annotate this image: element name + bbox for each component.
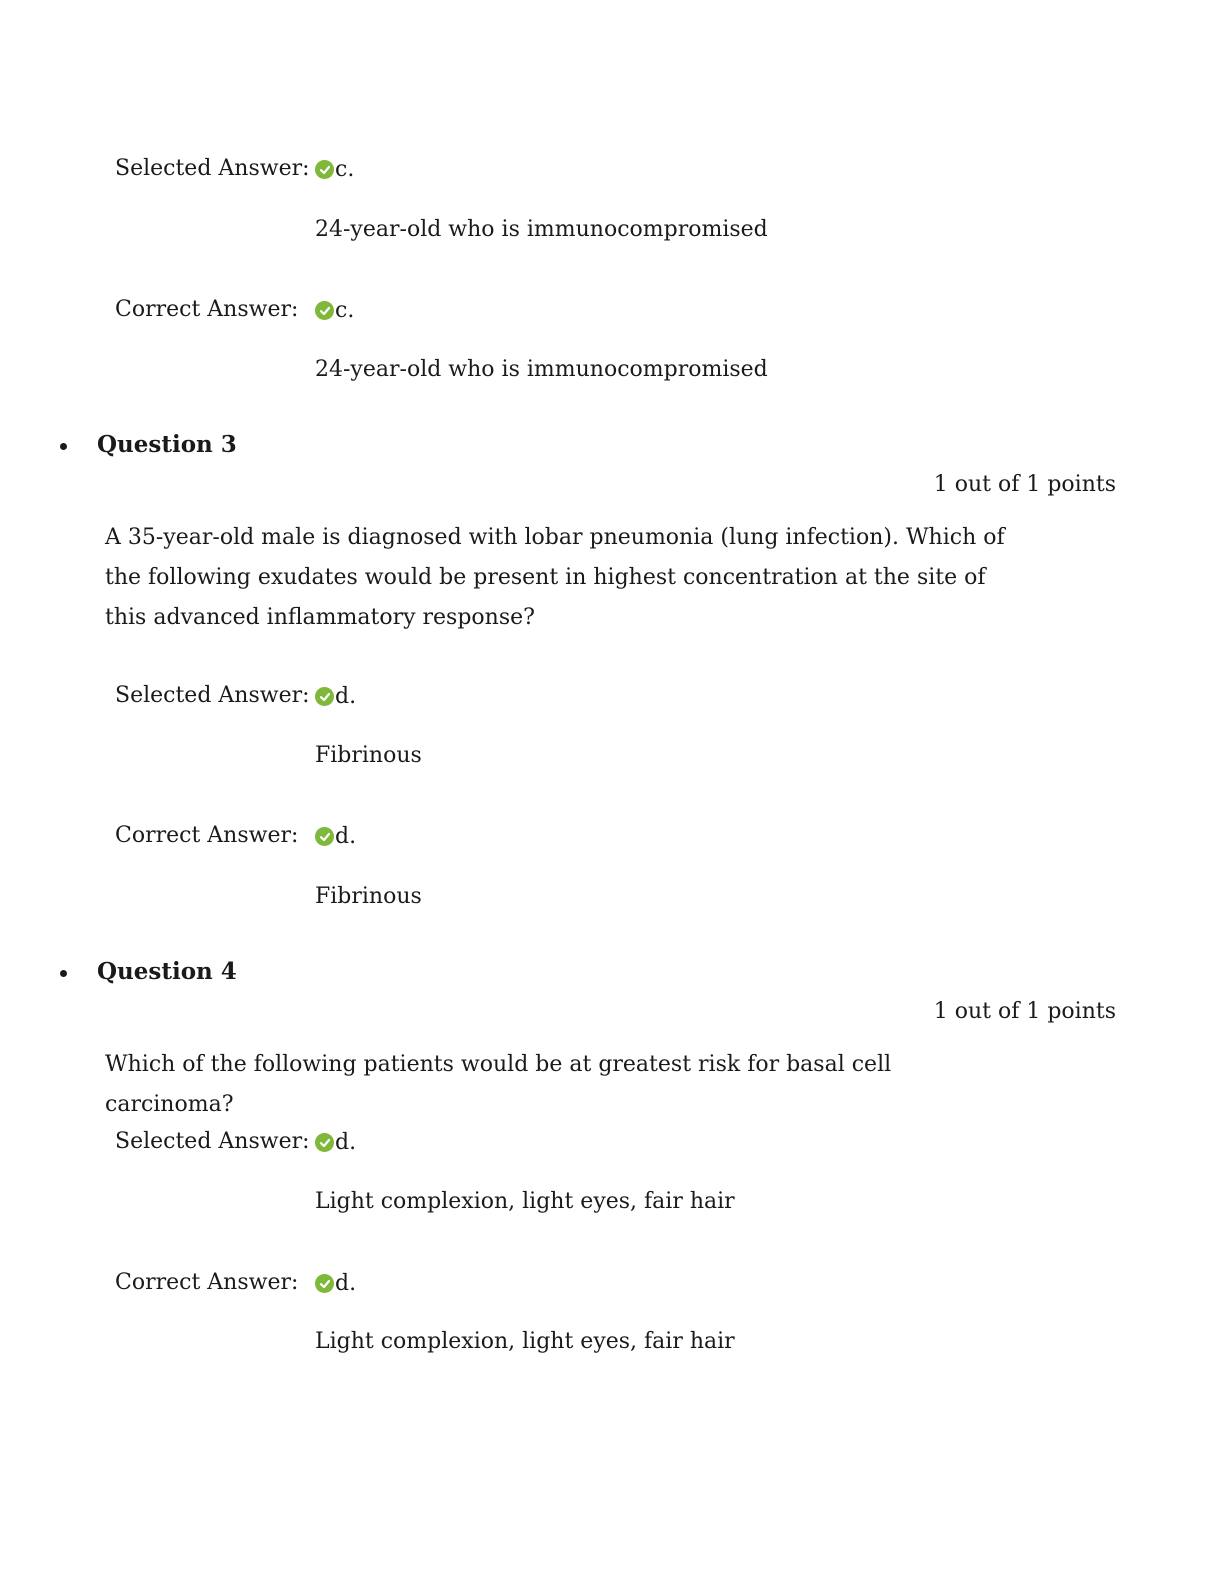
correct-answer-label: Correct Answer: <box>115 1270 299 1295</box>
selected-answer-choice <box>315 157 354 182</box>
question-points: 1 out of 1 points <box>933 999 1116 1024</box>
selected-answer-letter: d. <box>335 1130 357 1155</box>
question-text: Which of the following patients would be at greatest risk for basal cell carcinoma? <box>105 1052 892 1117</box>
correct-check-icon <box>315 827 334 846</box>
correct-answer-label: Correct Answer: <box>115 823 299 848</box>
correct-check-icon <box>315 160 334 179</box>
correct-check-icon <box>315 1133 334 1152</box>
selected-answer-letter: c. <box>335 157 355 182</box>
correct-answer-text: Fibrinous <box>315 884 422 909</box>
bullet <box>60 443 67 450</box>
selected-answer-text: Fibrinous <box>315 743 422 768</box>
correct-answer-choice <box>315 1271 356 1296</box>
question-points: 1 out of 1 points <box>933 472 1116 497</box>
correct-answer-letter: c. <box>335 298 355 323</box>
selected-answer-label: Selected Answer: <box>115 1129 310 1154</box>
correct-answer-label: Correct Answer: <box>115 297 299 322</box>
selected-answer-label: Selected Answer: <box>115 683 310 708</box>
selected-answer-choice <box>315 1130 356 1155</box>
correct-check-icon <box>315 301 334 320</box>
selected-answer-label: Selected Answer: <box>115 156 310 181</box>
bullet <box>60 970 67 977</box>
selected-answer-text: 24-year-old who is immunocompromised <box>315 217 768 242</box>
correct-answer-text: 24-year-old who is immunocompromised <box>315 357 768 382</box>
correct-check-icon <box>315 1274 334 1293</box>
correct-answer-letter: d. <box>335 824 357 849</box>
correct-answer-choice <box>315 824 356 849</box>
correct-answer-letter: d. <box>335 1271 357 1296</box>
question-text: A 35-year-old male is diagnosed with lobar pneumonia (lung infection). Which of the following exudates would be present in highest concentration at the site of this advanced inflammatory response? <box>105 525 1005 630</box>
selected-answer-choice <box>315 684 356 709</box>
correct-answer-text: Light complexion, light eyes, fair hair <box>315 1329 735 1354</box>
question-title: Question 3 <box>97 431 237 458</box>
selected-answer-text: Light complexion, light eyes, fair hair <box>315 1189 735 1214</box>
correct-answer-choice <box>315 298 354 323</box>
correct-check-icon <box>315 687 334 706</box>
question-title: Question 4 <box>97 958 237 985</box>
selected-answer-letter: d. <box>335 684 357 709</box>
